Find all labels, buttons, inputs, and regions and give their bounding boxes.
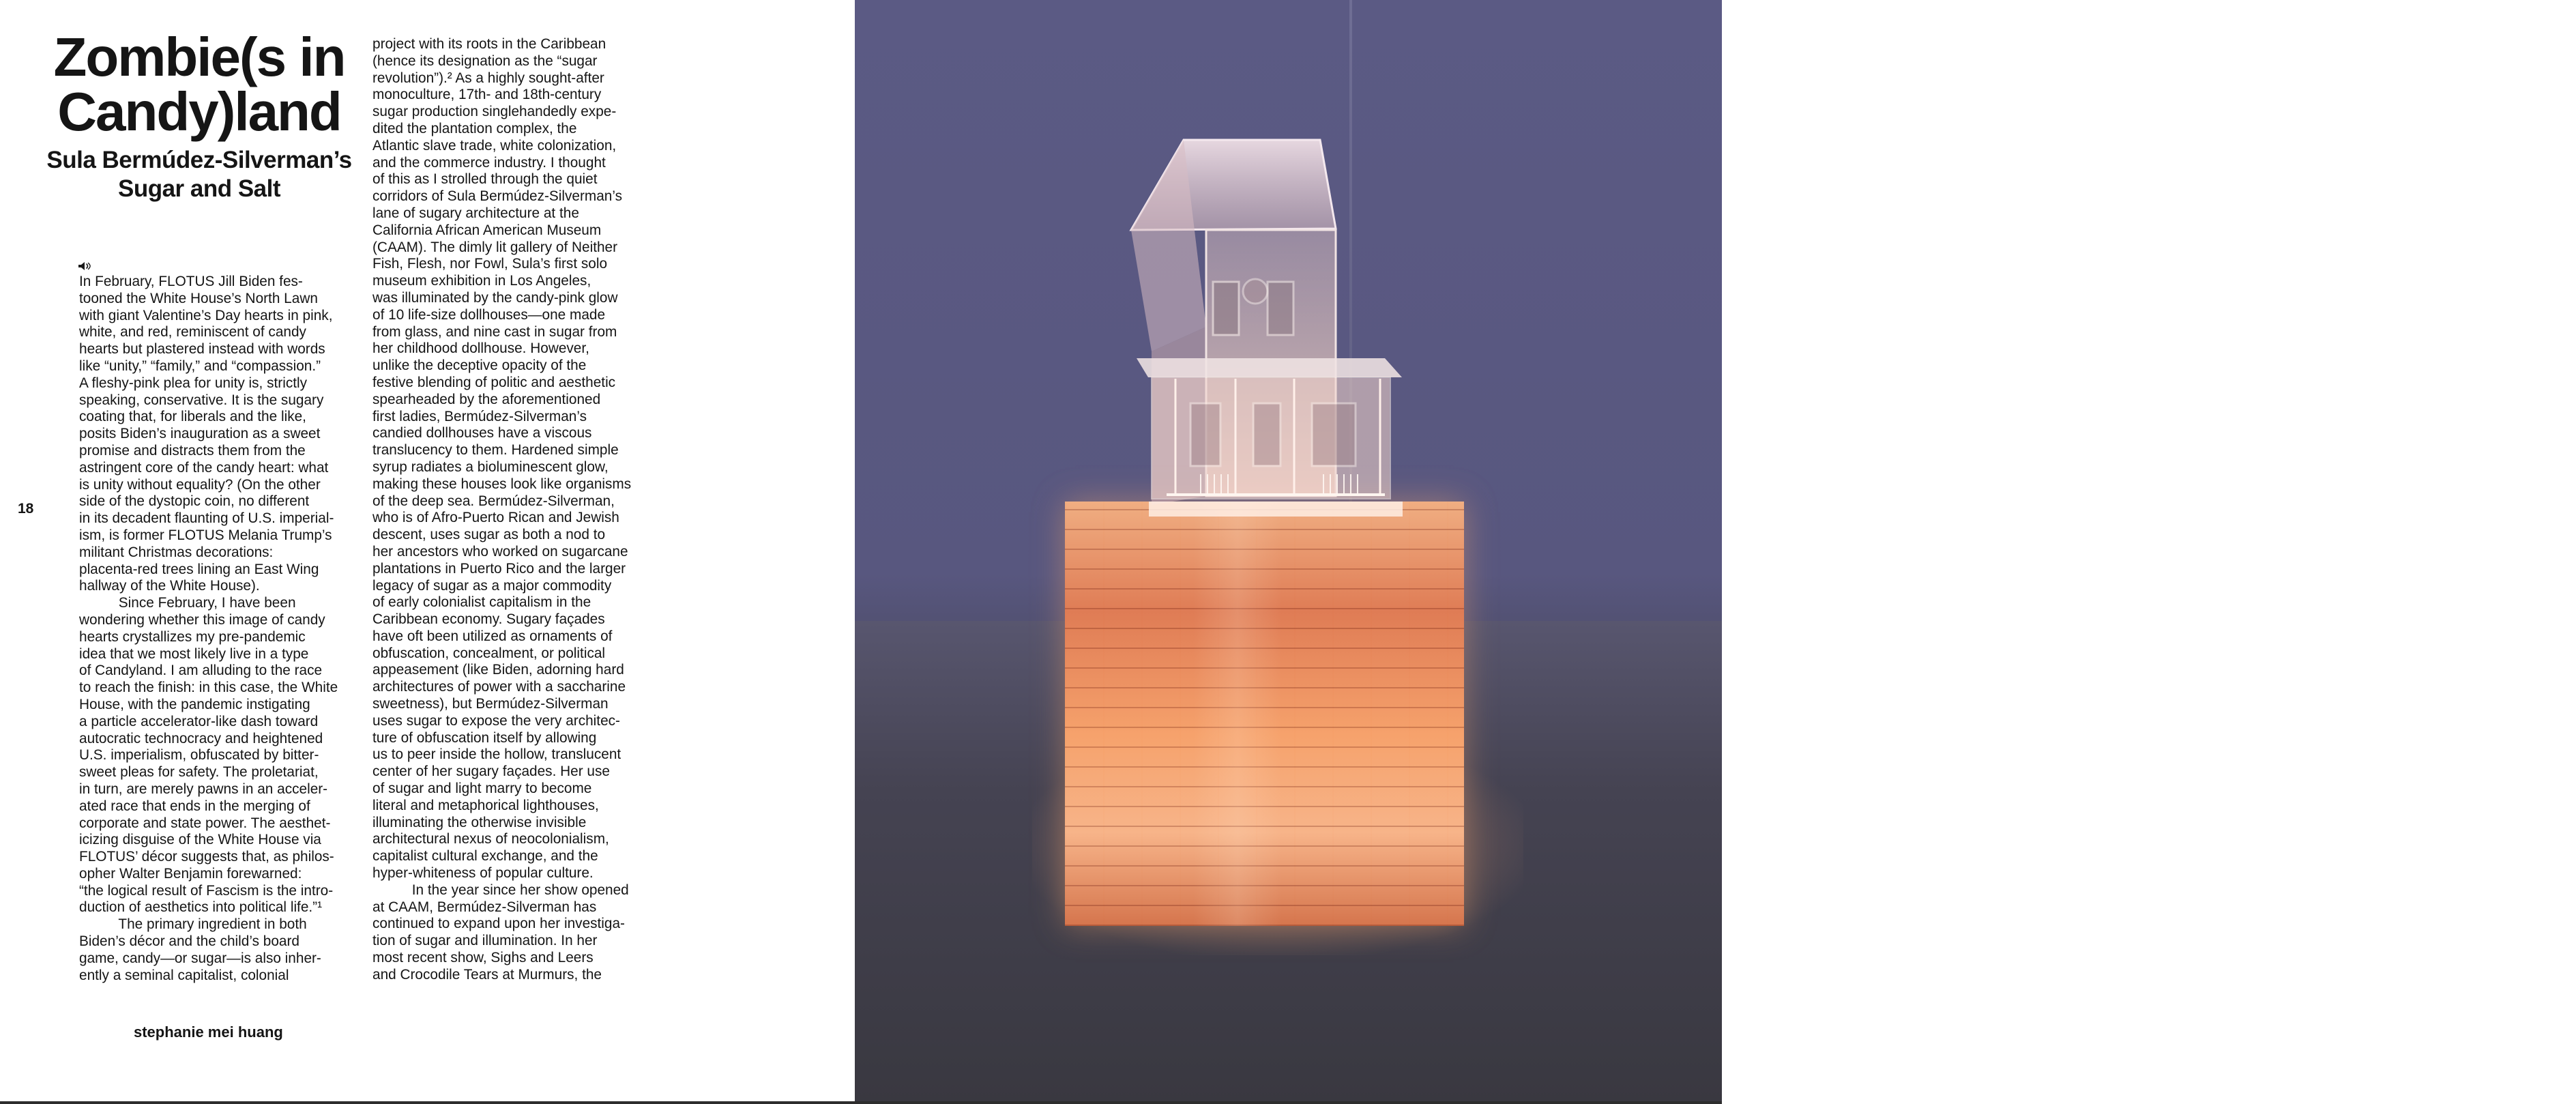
article-subtitle: Sula Bermúdez-Silverman’s Sugar and Salt	[46, 147, 352, 202]
section-label: Feature	[2523, 113, 2544, 180]
salt-brick-pedestal	[1065, 502, 1464, 926]
page-number-right: 19	[2560, 501, 2576, 517]
author-byline: stephanie mei huang	[134, 1023, 283, 1041]
article-column-one: In February, FLOTUS Jill Biden fes- tooned the White House’s North Lawn with giant Valentine’s Day hearts in pink, white, and red, reminiscent of candy hearts but plastered instead with words like “unity,” “family,” and “compassion.” A fleshy-pink plea for unity is, strictly speaking, conservative. It is the sugary coating that, for liberals and the like, posits Biden’s inauguration as a sweet promise and distracts them from the astringent core of the candy heart: what is unity without equality? (On the other side of the dystopic coin, no different in its decadent flaunting of U.S. imperial- ism, is former FLOTUS Melania Trump’s militant Christmas decorations: placenta-red trees lining an East Wing hallway of the White House). Since February, I have been wondering whether this image of candy hearts crystallizes my pre-pandemic idea that we most likely live in a type of Candyland. I am alluding to the race to reach the finish: in this case, the White House, with the pandemic instigating a particle accelerator-like dash toward autocratic technocracy and heightened U.S. imperialism, obfuscated by bitter- sweet pleas for safety. The proletariat, in turn, are merely pawns in an acceler- ated race that ends in the merging of corporate and state power. The aesthet- icizing disguise of the White House via FLOTUS’ décor suggests that, as philos- opher Walter Benjamin forewarned: “the logical result of Fascism is the intro- duction of aesthetics into political life.”¹ The primary ingredient in both Biden’s décor and the child’s board game, candy—or sugar—is also inher- ently a seminal capitalist, colonial	[79, 274, 338, 983]
article-column-two: project with its roots in the Caribbean (hence its designation as the “sugar revolution”).² As a highly sought-after monoculture, 17th- and 18th-century sugar production singlehandedly expe- dited the plantation complex, the Atlantic slave trade, white colonization, and the commerce industry. I thought of this as I strolled through the quiet corridors of Sula Bermúdez-Silverman’s lane of sugary architecture at the California African American Museum (CAAM). The dimly lit gallery of Neither Fish, Flesh, nor Fowl, Sula’s first solo museum exhibition in Los Angeles, was illuminated by the candy-pink glow of 10 life-size dollhouses—one made from glass, and nine cast in sugar from her childhood dollhouse. However, unlike the deceptive opacity of the festive blending of politic and aesthetic spearheaded by the aforementioned first ladies, Bermúdez-Silverman’s candied dollhouses have a viscous translucency to them. Hardened simple syrup radiates a bioluminescent glow, making these houses look like organisms of the deep sea. Bermúdez-Silverman, who is of Afro-Puerto Rican and Jewish descent, uses sugar as both a nod to her ancestors who worked on sugarcane plantations in Puerto Rico and the larger legacy of sugar as a major commodity of early colonialist capitalism in the Caribbean economy. Sugary façades have oft been utilized as ornaments of obfuscation, concealment, or political appeasement (like Biden, adorning hard architectures of power with a saccharine sweetness), but Bermúdez-Silverman uses sugar to expose the very architec- ture of obfuscation itself by allowing us to peer inside the hollow, translucent center of her sugary façades. Her use of sugar and light marry to become literal and metaphorical lighthouses, illuminating the otherwise invisible architectural nexus of neocolonialism, capitalist cultural exchange, and the hyper-whiteness of popular culture. In the year since her show opened at CAAM, Bermúdez-Silverman has continued to expand upon her investiga- tion of sugar and illumination. In her most recent show, Sighs and Leers and Crocodile Tears at Murmurs, the	[372, 36, 632, 983]
bracket-logo-icon	[2520, 19, 2539, 42]
bottom-border	[0, 1101, 1722, 1104]
pedestal-highlight	[1193, 502, 1282, 926]
page-number-left: 18	[18, 501, 34, 517]
left-page	[0, 0, 855, 1104]
speaker-icon[interactable]	[78, 261, 91, 271]
article-title: Zombie(s in Candy)land	[53, 27, 345, 142]
right-page-photo	[855, 0, 2576, 1104]
photo-caption: Sula Bermúdez-Silverman, Repository I: Mother (2021). Isomalt sugar, Himalayan sea salt, epoxy resin, and found object, 44 × 36 × 56 inches. Image courtesy of the artist and Murmurs. Photo: Josh Schaedel.	[2028, 998, 2261, 1062]
sugar-dollhouse	[1092, 140, 1474, 522]
